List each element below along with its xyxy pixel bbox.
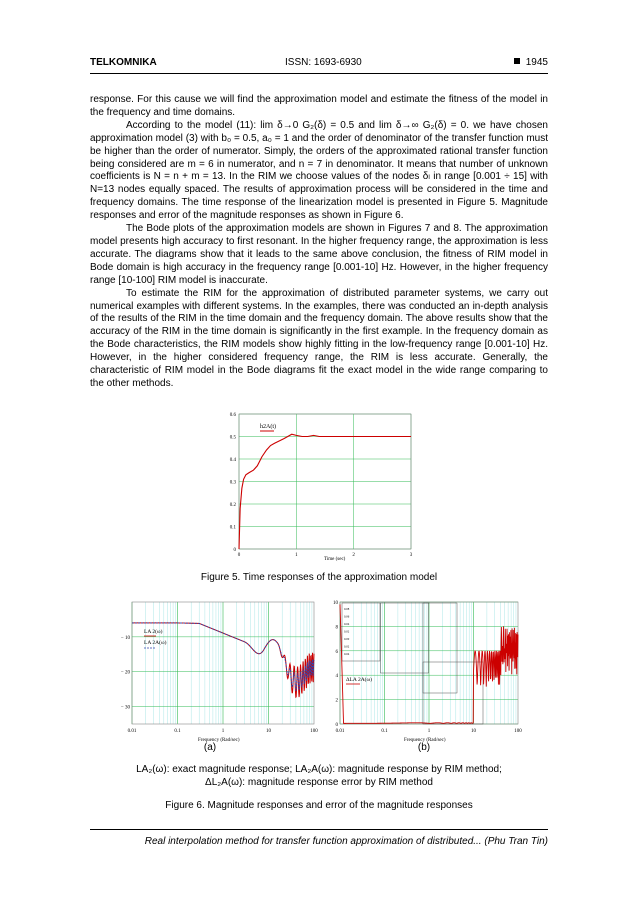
f5-xtick-label: 2 xyxy=(352,553,355,558)
legend-LA2A: LA 2A(ω) xyxy=(144,640,167,646)
f5-ytick-label: 0.4 xyxy=(229,458,236,463)
legend-LA2: LA 2(ω) xyxy=(144,629,163,635)
paragraph-4: To estimate the RIM for the approximation of distributed parameter systems, we carry out numerical examples with different systems. In the examples, there was conducted an in-depth analysis of the results of the RIM in the time domain and the frequency domain. The above results show that the accuracy of the RIM in the time domain is significantly in the first example. In the frequency domain as the Bode characteristics, the RIM models show highly fitting in the low-frequency range [0.001-10] Hz. However, in the higher considered frequency range, the RIM is less accurate. Generally, the characteristic of RIM model in the Bode diagrams fit the exact model in the wide range comparing to the other methods. xyxy=(90,287,548,389)
page-footer: Real interpolation method for transfer function approximation of distributed... (Phu Tran Tin) xyxy=(90,829,548,847)
figure-6b-xlabel: Frequency (Rad/sec) xyxy=(404,738,446,743)
figure-6-caption: Figure 6. Magnitude responses and error of the magnitude responses xyxy=(165,800,473,811)
figure-6-legend-caption-2: ΔL₂A(ω): magnitude response error by RIM method xyxy=(205,777,433,788)
f5-ytick-label: 0.1 xyxy=(229,525,236,531)
figure-5-xlabel: Time (sec) xyxy=(324,557,346,562)
page-number-group xyxy=(514,57,548,68)
f6b-inset-box xyxy=(423,603,457,693)
figure-6b-label: (b) xyxy=(417,742,431,753)
f6b-ytick-label: 6 xyxy=(335,649,338,655)
paragraph-2: According to the model (11): lim δ→0 G₂(δ) = 0.5 and lim δ→∞ G₂(δ) = 0. we have chosen approximation model (3) with b₀ = 0.5, a₀ = 1 and the order of denominator of the transfer function must be higher than the order of numerator. Simply, the orders of the approximated rational transfer function being considered are m = 6 in numerator, and n = 7 in denominator. It means that number of unknown coefficients is N = n + m = 13. In the RIM we choose values of the nodes δₗ in range [0.001 ÷ 15] with N=13 nodes equally spaced. The results of approximation process will be considered in the time and frequency domains. The time response of the linearization model is presented in Figure 5. Magnitude responses and error of the magnitude responses as shown in Figure 6. xyxy=(90,119,548,222)
figure-6a-magnitude-chart xyxy=(118,598,316,744)
f6b-inset-tick: 0.04 xyxy=(344,652,350,656)
f6b-ytick-label: 0 xyxy=(335,723,338,728)
f6a-ytick-label: − 20 xyxy=(120,670,130,676)
journal-name: TELKOMNIKA xyxy=(90,57,157,68)
f6b-xtick-label: 100 xyxy=(514,729,522,734)
square-bullet-icon xyxy=(514,58,520,64)
f5-xtick-label: 0 xyxy=(237,553,241,558)
f6a-ytick-label: − 10 xyxy=(120,635,130,641)
figure-5-legend: h2A(t) xyxy=(260,424,276,430)
figure-6b-error-chart xyxy=(326,598,522,744)
f6a-xtick-label: 0.01 xyxy=(127,729,137,734)
f5-ytick-label: 0 xyxy=(233,548,236,553)
f6a-xtick-label: 100 xyxy=(310,729,318,734)
f6b-ytick-label: 4 xyxy=(335,674,338,680)
f5-ytick-label: 0.5 xyxy=(229,435,236,441)
f6b-xtick-label: 0.1 xyxy=(381,729,388,734)
f5-ytick-label: 0.6 xyxy=(229,413,236,418)
f6b-inset-tick: 0.00 xyxy=(344,637,350,641)
figure-6a-label: (a) xyxy=(203,742,217,753)
body-text xyxy=(90,94,548,391)
figure-5-time-response-chart xyxy=(222,410,418,566)
figure-6-legend-caption-1: LA₂(ω): exact magnitude response; LA₂A(ω): magnitude response by RIM method; xyxy=(136,764,502,775)
h2A-curve xyxy=(239,434,411,549)
figure-5-caption: Figure 5. Time responses of the approximation model xyxy=(200,572,438,583)
paragraph-1: response. For this cause we will find the approximation model and estimate the fitness of the model in the frequency and time domains. xyxy=(90,94,548,118)
page-number: 1945 xyxy=(525,57,548,68)
f6b-inset-tick: 0.04 xyxy=(344,622,350,626)
figure-6b-inset-boxes xyxy=(342,603,483,724)
page-header xyxy=(90,57,548,74)
f6b-inset-tick: 0.02 xyxy=(344,644,350,649)
f6a-xtick-label: 0.1 xyxy=(174,729,181,734)
f6b-ytick-label: 2 xyxy=(335,698,338,704)
f6b-xtick-label: 1 xyxy=(427,729,431,734)
f6b-inset-tick: 0.06 xyxy=(344,614,350,619)
f6b-inset-box xyxy=(381,603,429,673)
f6b-ytick-label: 10 xyxy=(333,601,338,606)
f6b-xtick-label: 10 xyxy=(471,729,476,734)
f6b-inset-tick: 0.02 xyxy=(344,629,350,634)
legend-delta-LA2A: ΔLA 2A(ω) xyxy=(346,677,372,683)
f6b-xtick-label: 0.01 xyxy=(335,729,345,734)
f6b-inset-tick: 0.08 xyxy=(344,607,350,611)
f6b-ytick-label: 8 xyxy=(335,625,338,631)
f5-ytick-label: 0.3 xyxy=(229,480,236,486)
f6a-ytick-label: − 30 xyxy=(120,705,130,711)
figure-6a-xlabel: Frequency (Rad/sec) xyxy=(198,738,240,743)
f5-ytick-label: 0.2 xyxy=(229,503,236,508)
issn: ISSN: 1693-6930 xyxy=(285,57,362,68)
f6a-xtick-label: 10 xyxy=(266,729,271,734)
f5-xtick-label: 3 xyxy=(409,553,413,558)
f6a-xtick-label: 1 xyxy=(221,729,225,734)
paragraph-3: The Bode plots of the approximation models are shown in Figures 7 and 8. The approximation model presents high accuracy to first resonant. In the higher frequency range, the approximation is less accurate. The diagrams show that it leads to the same above conclusion, the fitness of RIM model in Bode domain is high accuracy in the frequency range [0.001-10] Hz. However, in the higher frequency range [10-100] RIM model is inaccurate. xyxy=(90,223,548,286)
f5-xtick-label: 1 xyxy=(295,553,298,558)
